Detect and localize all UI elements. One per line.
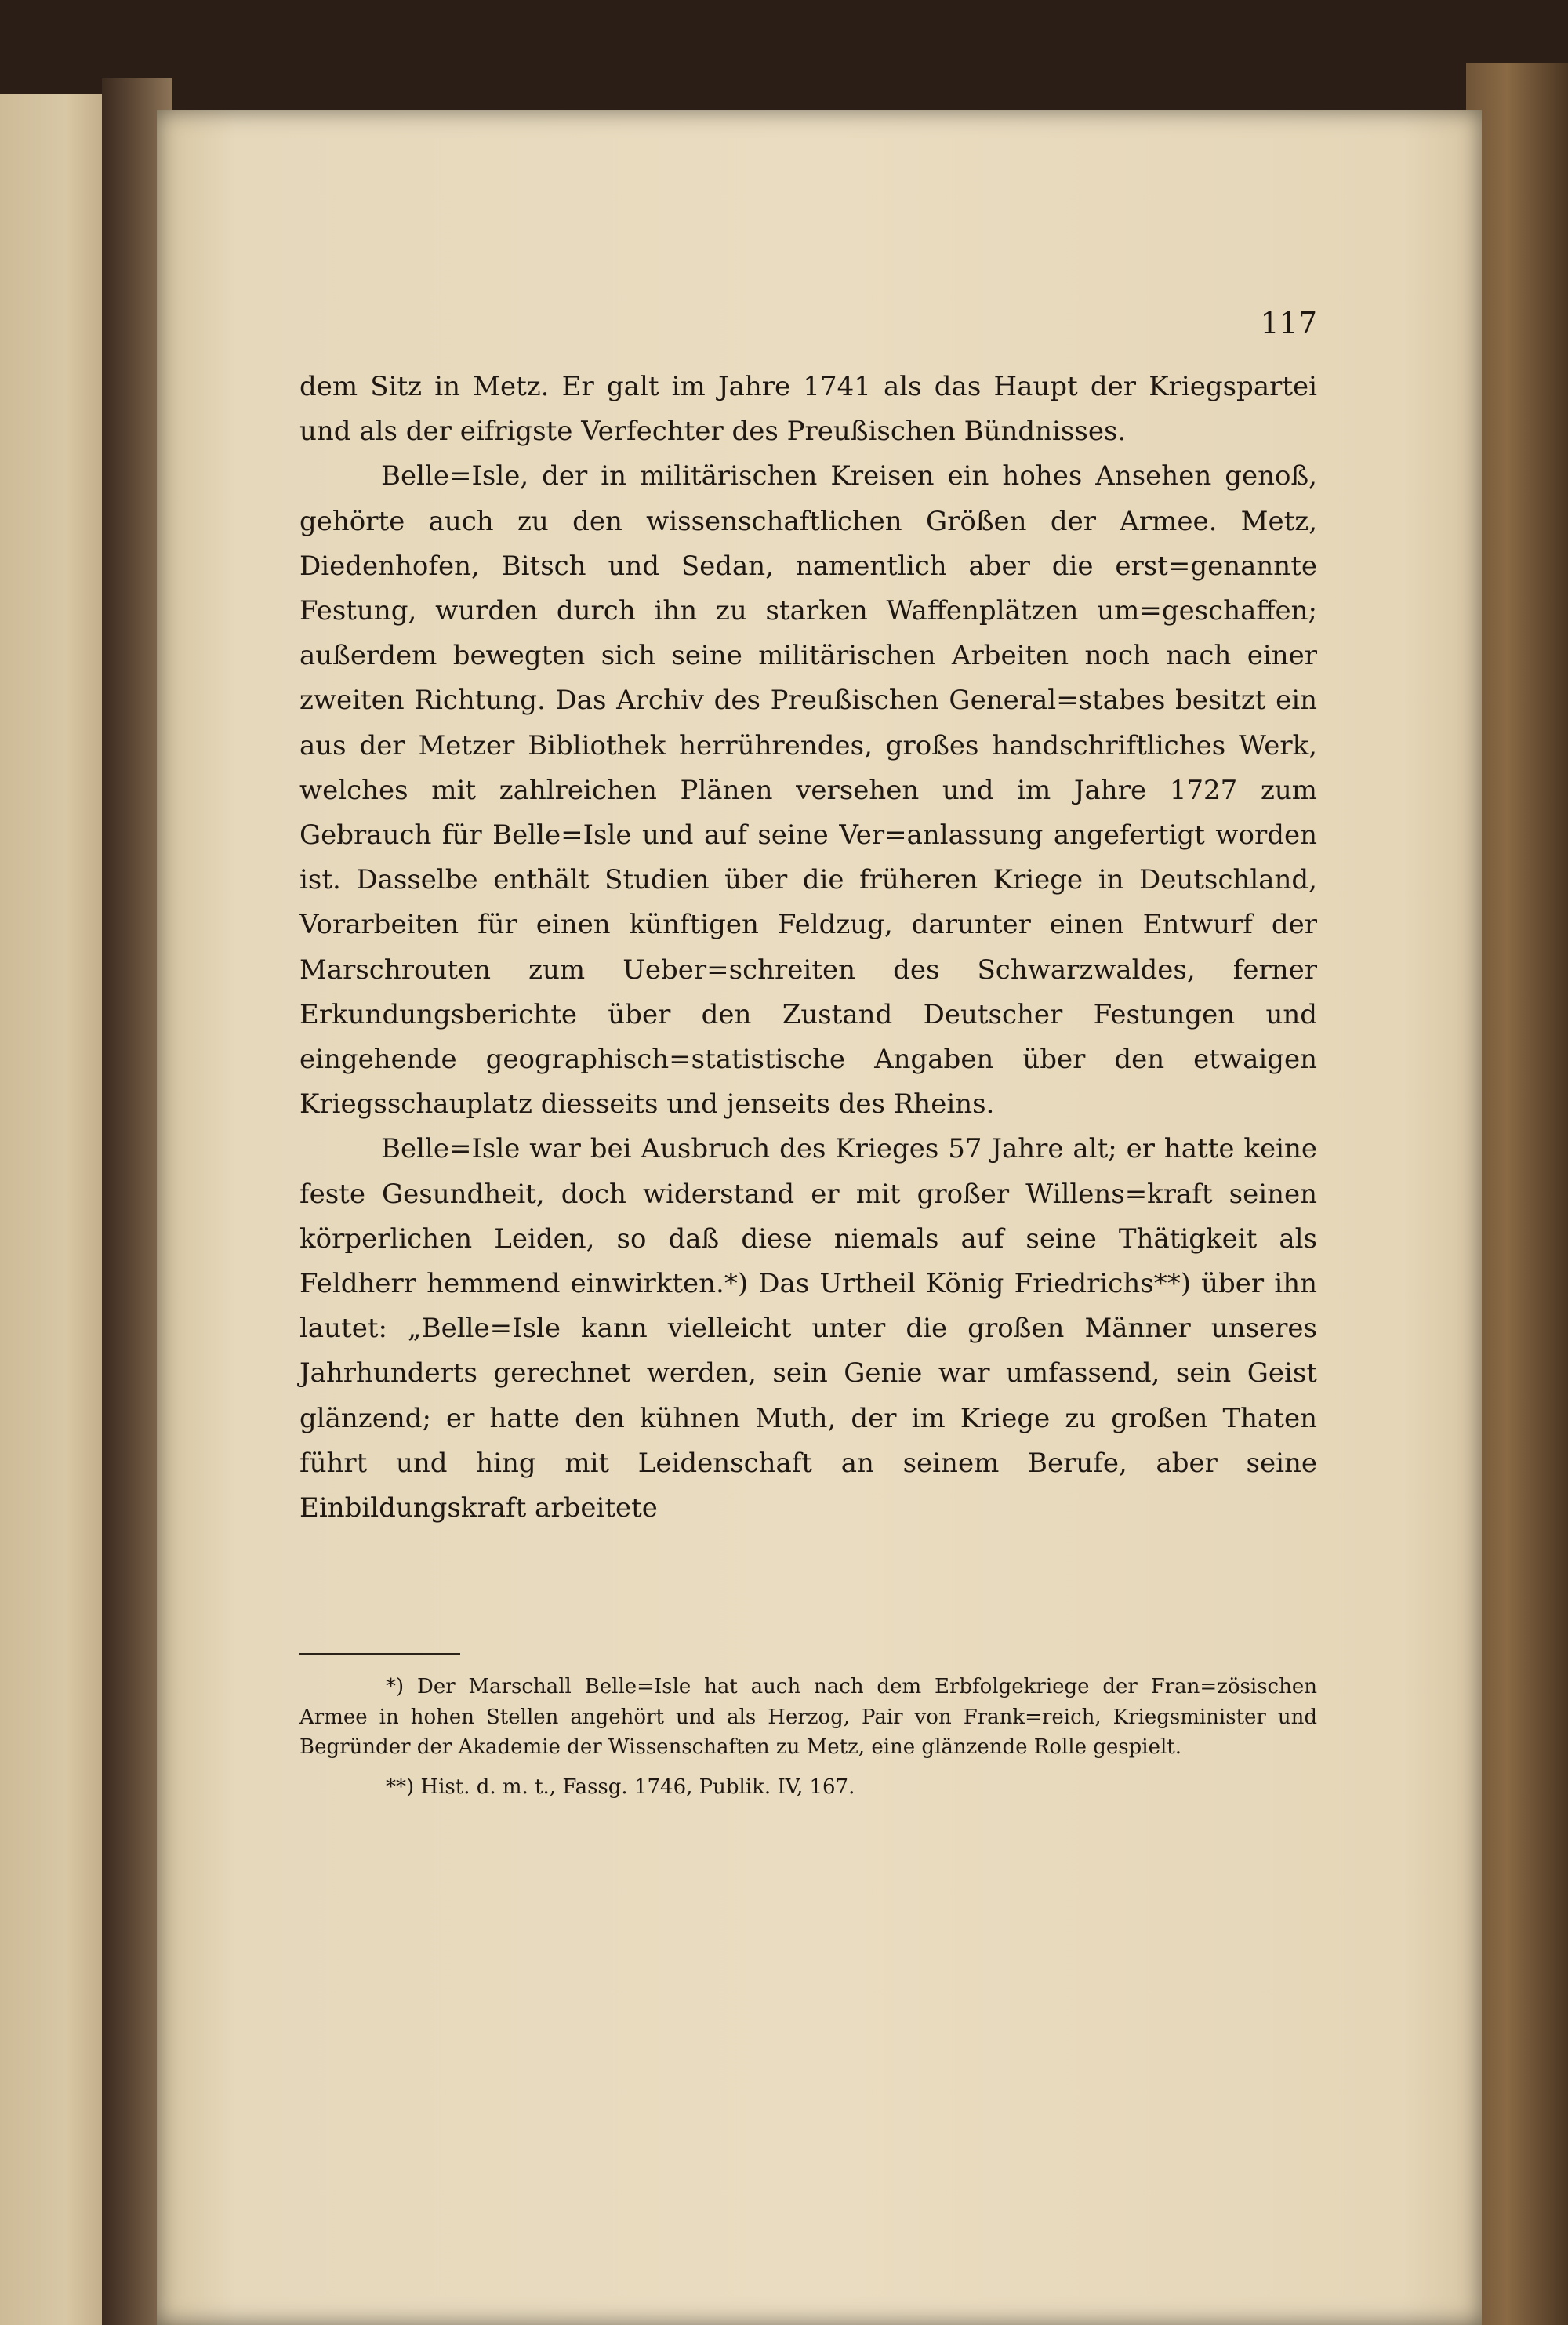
facing-page-edge	[0, 94, 110, 2325]
paragraph-belle-isle-reputation: Belle=Isle, der in militärischen Kreisen ein hohes Ansehen genoß, gehörte auch zu den wissenschaftlichen Größen der Armee. Metz, Diedenhofen, Bitsch und Sedan, namentlich aber die erst=genannte Festung, wurden durch ihn zu starken Waffenplätzen um=geschaffen; außerdem bewegten sich seine militärischen Arbeiten noch nach einer zweiten Richtung. Das Archiv des Preußischen General=stabes besitzt ein aus der Metzer Bibliothek herrührendes, großes handschriftliches Werk, welches mit zahlreichen Plänen versehen und im Jahre 1727 zum Gebrauch für Belle=Isle und auf seine Ver=anlassung angefertigt worden ist. Dasselbe enthält Studien über die früheren Kriege in Deutschland, Vorarbeiten für einen künftigen Feldzug, darunter einen Entwurf der Marschrouten zum Ueber=schreiten des Schwarzwaldes, ferner Erkundungsberichte über den Zustand Deutscher Festungen und eingehende geographisch=statistische Angaben über den etwaigen Kriegsschauplatz diesseits und jenseits des Rheins.	[299, 460, 1317, 1121]
paragraph-continuation: dem Sitz in Metz. Er galt im Jahre 1741 als das Haupt der Kriegspartei und als der eifrigste Verfechter des Preußischen Bündnisses.	[299, 371, 1317, 448]
footnote-1: *) Der Marschall Belle=Isle hat auch nach dem Erbfolgekriege der Fran=zösischen Armee in hohen Stellen angehört und als Herzog, Pair von Frank=reich, Kriegsminister und Begründer der Akademie der Wissenschaften zu Metz, eine glänzende Rolle gespielt.	[299, 1675, 1317, 1759]
body-text	[299, 365, 1317, 1531]
footnote-divider	[299, 1653, 460, 1655]
footnote-2: **) Hist. d. m. t., Fassg. 1746, Publik. IV, 167.	[386, 1775, 855, 1799]
paragraph-belle-isle-character: Belle=Isle war bei Ausbruch des Krieges 57 Jahre alt; er hatte keine feste Gesundheit, doch widerstand er mit großer Willens=kraft seinen körperlichen Leiden, so daß diese niemals auf seine Thätigkeit als Feldherr hemmend einwirkten.*) Das Urtheil König Friedrichs**) über ihn lautet: „Belle=Isle kann vielleicht unter die großen Männer unseres Jahrhunderts gerechnet werden, sein Genie war umfassend, sein Geist glänzend; er hatte den kühnen Muth, der im Kriege zu großen Thaten führt und hing mit Leidenschaft an seinem Berufe, aber seine Einbildungskraft arbeitete	[299, 1133, 1317, 1524]
book-page	[157, 110, 1482, 2325]
footnotes	[299, 1672, 1317, 1802]
page-number: 117	[1260, 306, 1317, 340]
